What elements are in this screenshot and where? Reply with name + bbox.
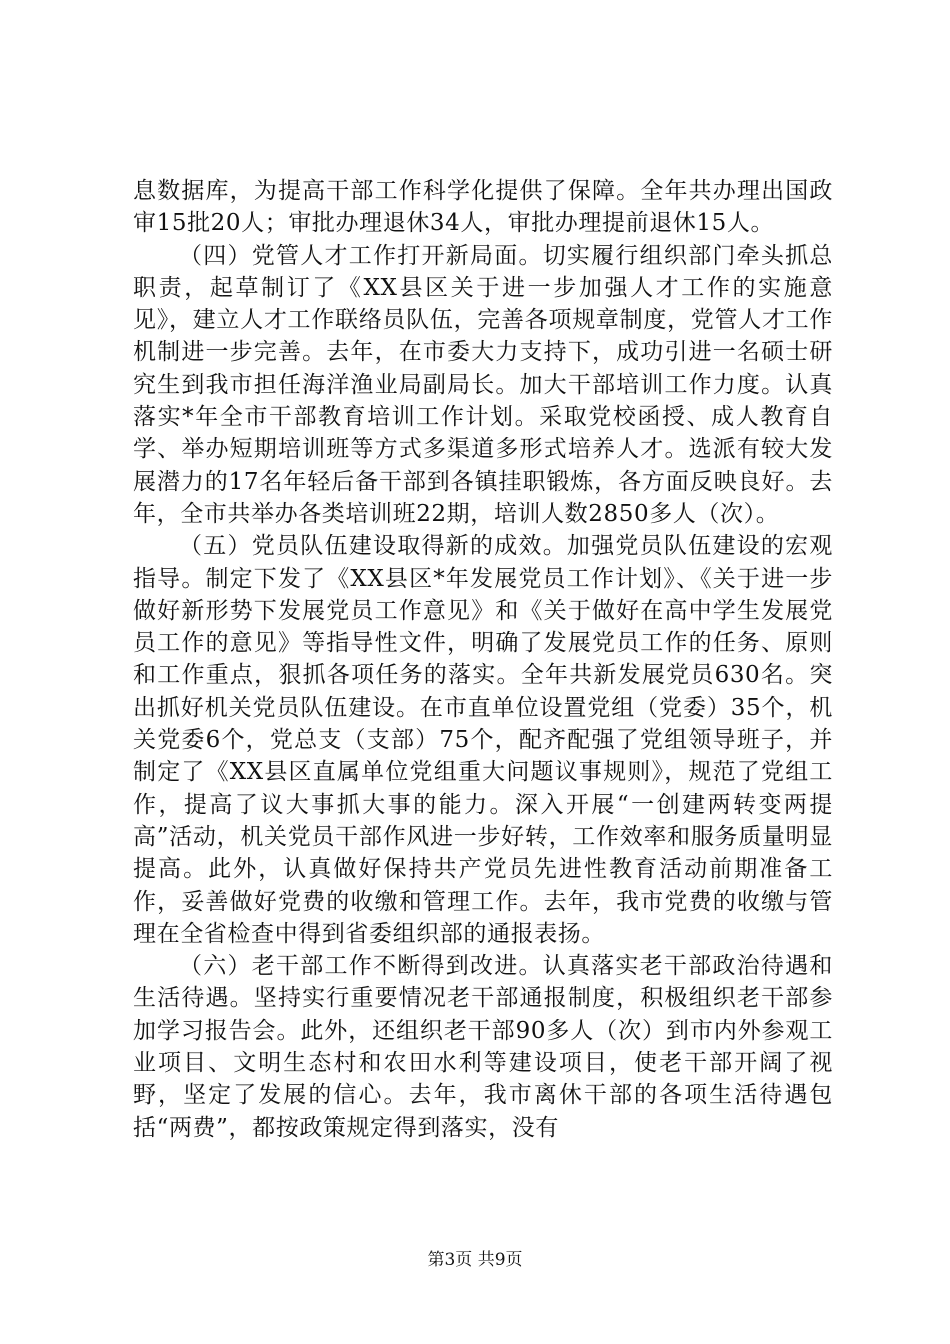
paragraph-party-members: （五）党员队伍建设取得新的成效。加强党员队伍建设的宏观指导。制定下发了《XX县区*年发展党员工作计划》、《关于进一步做好新形势下发展党员工作意见》和《关于做好在高中学生发展党员工作的意见》等指导性文件，明确了发展党员工作的任务、原则和工作重点，狠抓各项任务的落实。全年共新发展党员630名。突出抓好机关党员队伍建设。在市直单位设置党组（党委）35个，机关党委6个，党总支（支部）75个，配齐配强了党组领导班子，并制定了《XX县区直属单位党组重大问题议事规则》，规范了党组工作，提高了议大事抓大事的能力。深入开展“一创建两转变两提高”活动，机关党员干部作风进一步好转，工作效率和服务质量明显提高。此外，认真做好保持共产党员先进性教育活动前期准备工作，妥善做好党费的收缴和管理工作。去年，我市党费的收缴与管理在全省检查中得到省委组织部的通报表扬。: [133, 533, 833, 947]
document-body: [133, 175, 833, 1144]
page-number-footer: 第3页 共9页: [427, 1250, 523, 1270]
paragraph-continuation: 息数据库，为提高干部工作科学化提供了保障。全年共办理出国政审15批20人；审批办理退休34人，审批办理提前退休15人。: [133, 178, 833, 237]
paragraph-veteran-cadres: （六）老干部工作不断得到改进。认真落实老干部政治待遇和生活待遇。坚持实行重要情况老干部通报制度，积极组织老干部参加学习报告会。此外，还组织老干部90多人（次）到市内外参观工业项目、文明生态村和农田水利等建设项目，使老干部开阔了视野，坚定了发展的信心。去年，我市离休干部的各项生活待遇包括“两费”，都按政策规定得到落实，没有: [133, 953, 833, 1141]
paragraph-talent-work: （四）党管人才工作打开新局面。切实履行组织部门牵头抓总职责，起草制订了《XX县区关于进一步加强人才工作的实施意见》，建立人才工作联络员队伍，完善各项规章制度，党管人才工作机制进一步完善。去年，在市委大力支持下，成功引进一名硕士研究生到我市担任海洋渔业局副局长。加大干部培训工作力度。认真落实*年全市干部教育培训工作计划。采取党校函授、成人教育自学、举办短期培训班等方式多渠道多形式培养人才。选派有较大发展潜力的17名年轻后备干部到各镇挂职锻炼，各方面反映良好。去年，全市共举办各类培训班22期，培训人数2850多人（次）。: [133, 242, 833, 527]
